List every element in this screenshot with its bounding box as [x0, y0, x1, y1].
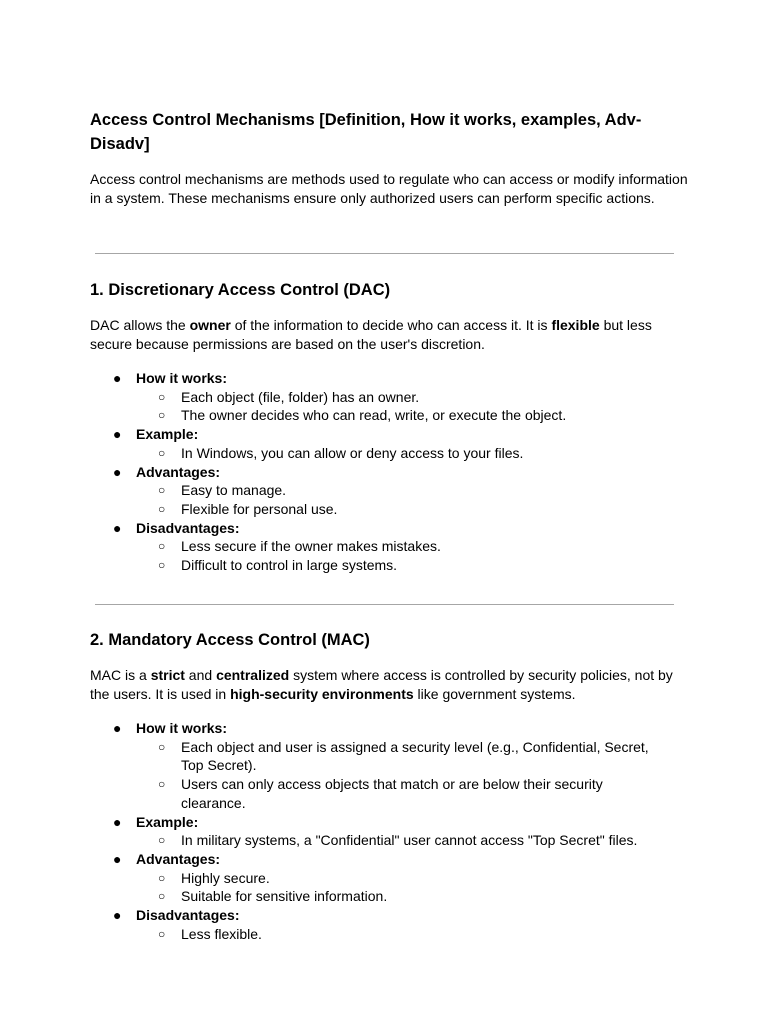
list-item: ● Advantages: — [113, 850, 221, 867]
list-item: ○ Easy to manage. — [158, 482, 287, 499]
section-divider — [95, 604, 674, 605]
section-divider — [95, 253, 674, 254]
list-item: ○ Highly secure. — [158, 869, 270, 886]
circle-bullet-icon: ○ — [158, 558, 166, 573]
list-item: ● Example: — [113, 813, 199, 830]
list-item: ○ In military systems, a "Confidential" user cannot access "Top Secret" files. — [158, 832, 638, 849]
circle-bullet-icon: ○ — [158, 870, 166, 885]
list-item: ● Advantages: — [113, 463, 221, 480]
list-item: ● Example: — [113, 426, 199, 443]
bullet-icon: ● — [113, 907, 122, 924]
mac-description: MAC is a strict and centralized system where access is controlled by security policies, not by the users. It is used in high-security environments like government systems. — [90, 667, 673, 702]
bullet-icon: ● — [113, 813, 122, 830]
circle-bullet-icon: ○ — [158, 408, 166, 423]
list-item: ○ In Windows, you can allow or deny access to your files. — [158, 444, 524, 461]
bullet-icon: ● — [113, 850, 122, 867]
dac-details-list — [0, 369, 768, 575]
circle-bullet-icon: ○ — [158, 539, 166, 554]
bullet-icon: ● — [113, 426, 122, 443]
circle-bullet-icon: ○ — [158, 389, 166, 404]
list-item: ○ Each object and user is assigned a security level (e.g., Confidential, Secret, Top Secret). — [158, 738, 649, 774]
circle-bullet-icon: ○ — [158, 833, 166, 848]
list-item: ● Disadvantages: — [113, 907, 240, 924]
bullet-icon: ● — [113, 519, 122, 536]
list-item: ○ The owner decides who can read, write, or execute the object. — [158, 407, 567, 424]
list-item: ● How it works: — [113, 720, 228, 736]
circle-bullet-icon: ○ — [158, 445, 166, 460]
list-item: ● Disadvantages: — [113, 519, 240, 536]
circle-bullet-icon: ○ — [158, 739, 166, 754]
bullet-icon: ● — [113, 463, 122, 480]
list-item: ○ Flexible for personal use. — [158, 500, 338, 517]
dac-heading: 1. Discretionary Access Control (DAC) — [90, 281, 391, 299]
mac-heading: 2. Mandatory Access Control (MAC) — [90, 631, 370, 649]
bullet-icon: ● — [113, 720, 122, 736]
circle-bullet-icon: ○ — [158, 889, 166, 904]
bullet-icon: ● — [113, 370, 122, 386]
list-item: ○ Each object (file, folder) has an owner. — [158, 388, 420, 405]
circle-bullet-icon: ○ — [158, 777, 166, 792]
list-item: ○ Less secure if the owner makes mistakes. — [158, 538, 441, 555]
list-item: ○ Users can only access objects that match or are below their security clearance. — [158, 776, 603, 811]
circle-bullet-icon: ○ — [158, 501, 166, 516]
list-item: ○ Difficult to control in large systems. — [158, 557, 398, 574]
intro-paragraph: Access control mechanisms are methods used to regulate who can access or modify information in a system. These mechanisms ensure only authorized users can perform specific actions. — [90, 171, 688, 206]
document-title: Access Control Mechanisms [Definition, How it works, examples, Adv-Disadv] — [90, 111, 642, 153]
mac-details-list — [0, 719, 768, 943]
circle-bullet-icon: ○ — [158, 483, 166, 498]
list-item: ● How it works: — [113, 370, 228, 386]
dac-description: DAC allows the owner of the information to decide who can access it. It is flexible but less secure because permissions are based on the user's discretion. — [90, 317, 652, 352]
list-item: ○ Suitable for sensitive information. — [158, 888, 388, 905]
list-item: ○ Less flexible. — [158, 925, 262, 942]
circle-bullet-icon: ○ — [158, 926, 166, 941]
